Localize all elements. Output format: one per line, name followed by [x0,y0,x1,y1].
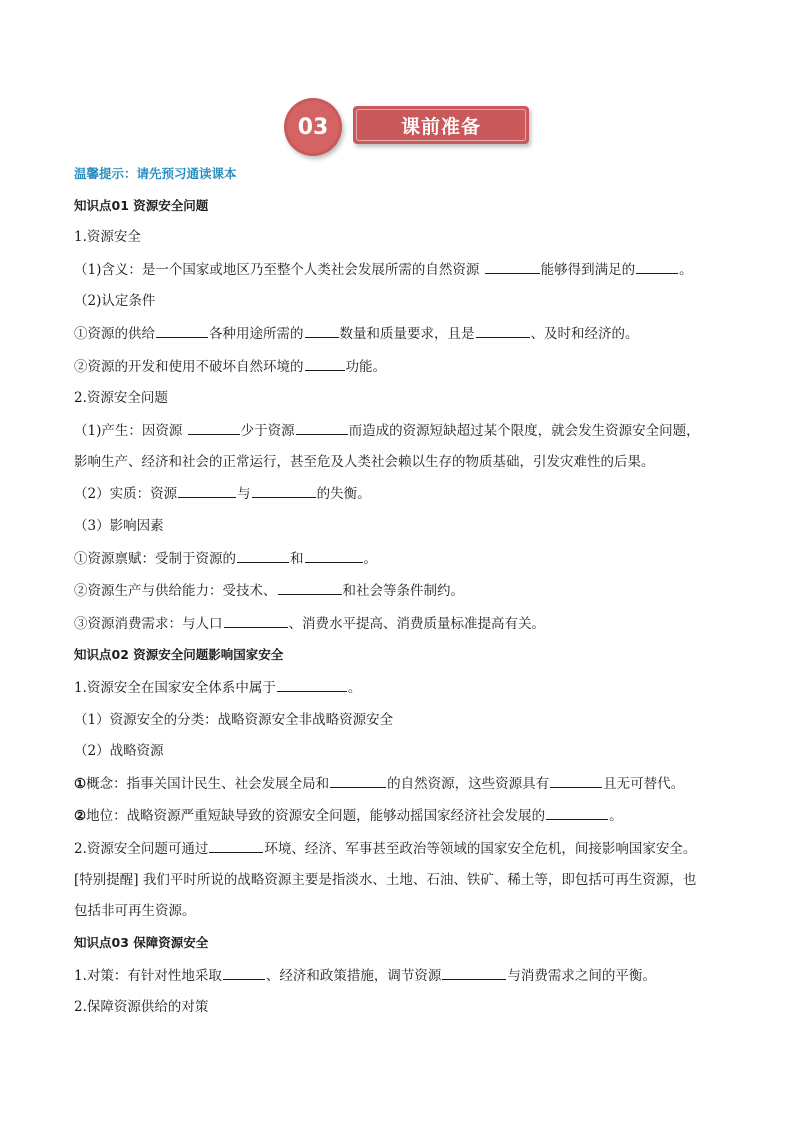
blank[interactable] [296,420,348,435]
kp2-line-5: ②地位：战略资源严重短缺导致的资源安全问题，能够动摇国家经济社会发展的 。 [74,805,724,826]
kp1-line-2: （1)含义：是一个国家或地区乃至整个人类社会发展所需的自然资源 能够得到满足的 。 [74,259,724,280]
kp1-line-4: ①资源的供给 各种用途所需的 数量和质量要求，且是 、及时和经济的。 [74,323,724,344]
blank[interactable] [277,677,347,692]
kp2-line-2: （1）资源安全的分类：战略资源安全非战略资源安全 [74,711,394,728]
blank[interactable] [550,773,602,788]
kp1-line-3: （2)认定条件 [74,293,156,310]
kp2-line-4: ①概念：指事关国计民生、社会发展全局和 的自然资源，这些资源具有 且无可替代。 [74,773,724,794]
blank[interactable] [209,838,263,853]
section-title: 课前准备 [400,115,481,138]
blank[interactable] [442,965,506,980]
kp3-line-1: 1.对策：有针对性地采取 、经济和政策措施，调节资源 与消费需求之间的平衡。 [74,965,724,986]
blank[interactable] [485,259,540,274]
kp2-special-note: [特别提醒] 我们平时所说的战略资源主要是指淡水、土地、石油、铁矿、稀土等，即包括可再生资源，也 包括非可再生资源。 [74,872,697,920]
blank[interactable] [305,323,339,338]
kp2-line-3: （2）战略资源 [74,743,164,760]
section-number-circle [284,98,342,156]
blank[interactable] [305,548,363,563]
kp1-line-10: ①资源禀赋：受制于资源的 和 。 [74,548,724,569]
kp2-line-1: 1.资源安全在国家安全体系中属于 。 [74,677,724,698]
kp2-heading: 知识点02 资源安全问题影响国家安全 [74,647,284,663]
kp1-line-6: 2.资源安全问题 [74,390,168,407]
blank[interactable] [237,548,289,563]
blank[interactable] [330,773,386,788]
kp1-line-1: 1.资源安全 [74,229,141,246]
kp1-line-8: （2）实质：资源 与 的失衡。 [74,483,724,504]
tip-text: 温馨提示：请先预习通读课本 [74,166,237,181]
blank[interactable] [224,613,288,628]
section-number: 03 [287,101,339,153]
blank[interactable] [223,965,265,980]
kp1-heading: 知识点01 资源安全问题 [74,197,209,213]
document-body [74,164,724,1029]
kp1-line-12: ③资源消费需求：与人口 、消费水平提高、消费质量标准提高有关。 [74,613,724,634]
kp3-line-2: 2.保障资源供给的对策 [74,999,209,1016]
blank[interactable] [476,323,530,338]
blank[interactable] [546,805,608,820]
kp1-line-9: （3）影响因素 [74,517,164,534]
kp2-line-6: 2.资源安全问题可通过 环境、经济、军事甚至政治等领域的国家安全危机，间接影响国家安全。 [74,838,724,859]
kp1-line-11: ②资源生产与供给能力：受技术、 和社会等条件制约。 [74,580,724,601]
kp1-line-5: ②资源的开发和使用不破坏自然环境的 功能。 [74,356,724,377]
blank[interactable] [278,580,342,595]
blank[interactable] [305,356,345,371]
blank[interactable] [636,259,678,274]
kp3-heading: 知识点03 保障资源安全 [74,935,209,951]
section-title-bar [353,106,529,144]
section-badge [284,98,534,158]
kp1-line-7: （1)产生：因资源 少于资源 而造成的资源短缺超过某个限度，就会发生资源安全问题， 影响生产、经济和社会的正常运行，甚至危及人类社会赖以生存的物质基础，引发灾难性的后果。 [74,420,724,472]
blank[interactable] [188,420,240,435]
blank[interactable] [252,483,316,498]
blank[interactable] [178,483,236,498]
blank[interactable] [156,323,208,338]
